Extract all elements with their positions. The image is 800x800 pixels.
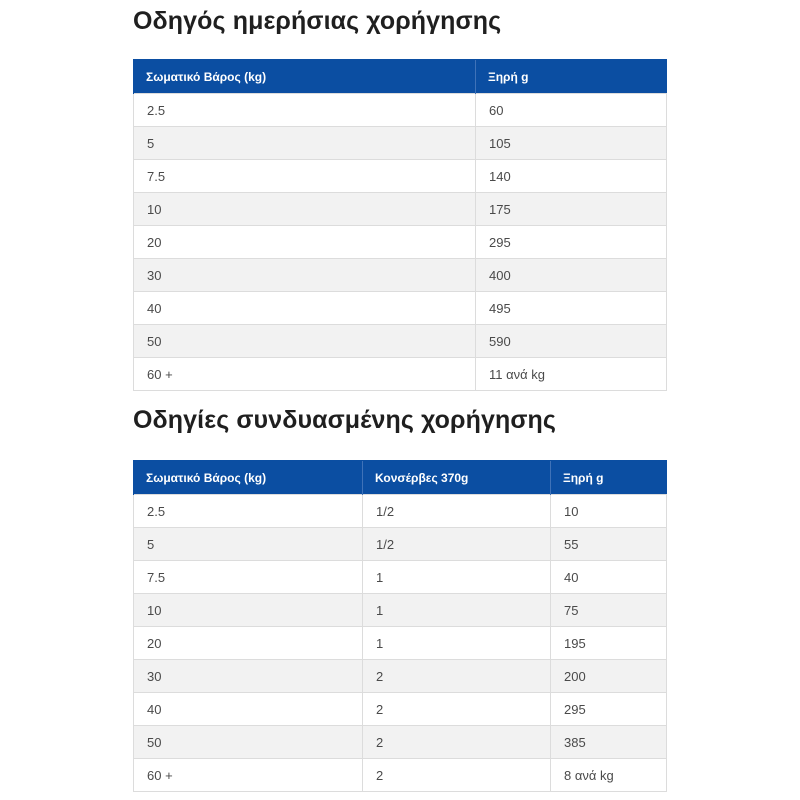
cell-weight: 50 (134, 325, 476, 358)
cell-weight: 10 (134, 193, 476, 226)
cell-weight: 60 + (134, 759, 363, 792)
cell-dry: 140 (476, 160, 667, 193)
cell-weight: 30 (134, 660, 363, 693)
cell-cans: 1/2 (363, 495, 551, 528)
header-dry-food: Ξηρή g (476, 60, 667, 94)
cell-dry: 75 (551, 594, 667, 627)
combined-guide-table (133, 460, 667, 792)
header-body-weight: Σωματικό Βάρος (kg) (134, 60, 476, 94)
daily-guide-table (133, 59, 667, 391)
table-row (134, 358, 667, 391)
cell-cans: 2 (363, 759, 551, 792)
cell-weight: 7.5 (134, 561, 363, 594)
cell-dry: 8 ανά kg (551, 759, 667, 792)
cell-dry: 11 ανά kg (476, 358, 667, 391)
cell-dry: 195 (551, 627, 667, 660)
table-row (134, 94, 667, 127)
table-row (134, 561, 667, 594)
table-row (134, 160, 667, 193)
table-header-row (134, 60, 667, 94)
cell-cans: 1 (363, 627, 551, 660)
cell-weight: 2.5 (134, 94, 476, 127)
cell-dry: 495 (476, 292, 667, 325)
cell-dry: 105 (476, 127, 667, 160)
cell-dry: 295 (476, 226, 667, 259)
cell-weight: 5 (134, 528, 363, 561)
cell-weight: 5 (134, 127, 476, 160)
cell-cans: 1 (363, 594, 551, 627)
table-row (134, 528, 667, 561)
cell-dry: 295 (551, 693, 667, 726)
cell-weight: 60 + (134, 358, 476, 391)
table-row (134, 759, 667, 792)
table-header-row (134, 461, 667, 495)
cell-weight: 20 (134, 226, 476, 259)
cell-weight: 40 (134, 292, 476, 325)
cell-weight: 2.5 (134, 495, 363, 528)
cell-cans: 1/2 (363, 528, 551, 561)
cell-cans: 2 (363, 726, 551, 759)
cell-weight: 10 (134, 594, 363, 627)
cell-dry: 55 (551, 528, 667, 561)
cell-cans: 2 (363, 693, 551, 726)
table-row (134, 325, 667, 358)
table-row (134, 127, 667, 160)
cell-cans: 1 (363, 561, 551, 594)
header-dry-food: Ξηρή g (551, 461, 667, 495)
table-row (134, 594, 667, 627)
cell-dry: 40 (551, 561, 667, 594)
cell-dry: 60 (476, 94, 667, 127)
header-body-weight: Σωματικό Βάρος (kg) (134, 461, 363, 495)
cell-dry: 590 (476, 325, 667, 358)
combined-guide-title: Οδηγίες συνδυασμένης χορήγησης (133, 406, 557, 434)
table-row (134, 259, 667, 292)
cell-dry: 10 (551, 495, 667, 528)
daily-guide-title: Οδηγός ημερήσιας χορήγησης (133, 7, 502, 35)
table-row (134, 660, 667, 693)
header-cans: Κονσέρβες 370g (363, 461, 551, 495)
table-row (134, 292, 667, 325)
cell-dry: 400 (476, 259, 667, 292)
cell-cans: 2 (363, 660, 551, 693)
cell-dry: 385 (551, 726, 667, 759)
cell-weight: 20 (134, 627, 363, 660)
table-row (134, 693, 667, 726)
cell-dry: 200 (551, 660, 667, 693)
cell-weight: 30 (134, 259, 476, 292)
table-row (134, 627, 667, 660)
table-row (134, 226, 667, 259)
table-row (134, 193, 667, 226)
table-row (134, 495, 667, 528)
cell-weight: 50 (134, 726, 363, 759)
table-row (134, 726, 667, 759)
cell-weight: 40 (134, 693, 363, 726)
cell-dry: 175 (476, 193, 667, 226)
cell-weight: 7.5 (134, 160, 476, 193)
